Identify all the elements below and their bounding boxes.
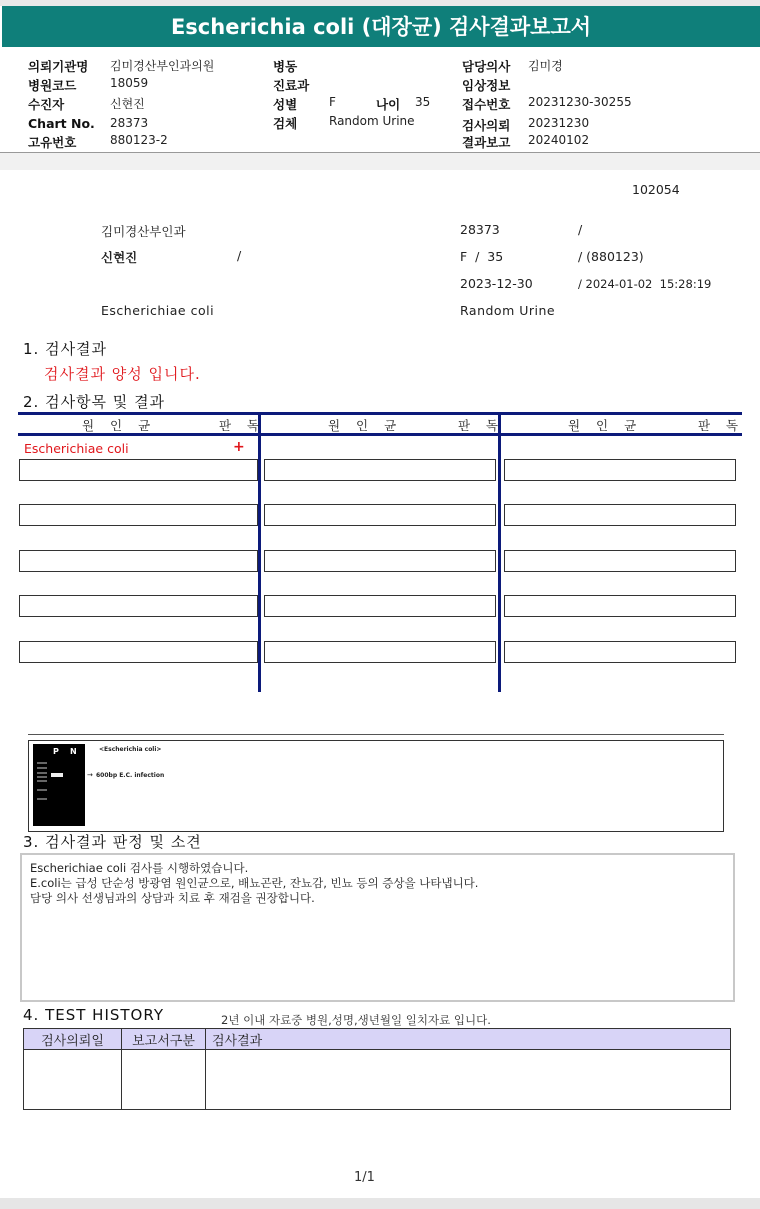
summary-slash: / [578,222,583,237]
col-pathogen-2: 원 인 균 [328,418,403,433]
empty-cell [264,459,496,481]
patient-value: 신현진 [110,97,145,111]
comment-line: Escherichiae coli 검사를 시행하였습니다. [30,861,249,875]
ladder-band [37,789,47,791]
test-history-table [23,1028,731,1110]
hospital-code-label: 병원코드 [28,78,77,93]
department-label: 진료과 [273,78,310,93]
receipt-no-label: 접수번호 [462,97,511,112]
specimen-label: 검체 [273,116,298,131]
summary-id: / (880123) [578,249,644,264]
request-date-label: 검사의뢰 [462,118,511,133]
empty-cell [264,641,496,663]
empty-cell [264,550,496,572]
attending-doctor-value: 김미경 [528,59,563,73]
empty-cell [504,504,736,526]
section2-heading: 2. 검사항목 및 결과 [23,393,166,411]
age-label: 나이 [376,97,401,112]
chart-no-value: 28373 [110,116,149,130]
history-note: 2년 이내 자료중 병원,성명,생년월일 일치자료 입니다. [221,1013,491,1027]
lane-n-label: N [70,747,77,756]
sex-value: F [329,95,336,109]
ladder-band [37,767,47,769]
comment-line: E.coli는 급성 단순성 방광염 원인균으로, 배뇨곤란, 잔뇨감, 빈뇨 등의 증상을 나타냅니다. [30,876,479,890]
empty-cell [19,595,258,617]
hospital-code-value: 18059 [110,76,149,90]
table-divider-1 [258,412,261,692]
page-number: 1/1 [354,1170,375,1185]
ladder-band [37,776,47,778]
empty-cell [504,550,736,572]
empty-cell [19,504,258,526]
report-number: 102054 [632,182,680,197]
request-date-value: 20231230 [528,116,590,130]
ladder-band [37,798,47,800]
summary-date: 2023-12-30 [460,276,533,291]
result-pathogen: Escherichiae coli [24,441,129,456]
gel-figure-frame [28,740,724,832]
result-positive-text: 검사결과 양성 입니다. [44,365,201,383]
summary-patient-slash: / [237,248,242,263]
empty-cell [19,550,258,572]
gel-electrophoresis-image [33,744,85,826]
ladder-band [37,772,47,774]
unique-id-label: 고유번호 [28,135,77,150]
positive-band [51,773,63,777]
gel-band-label: 600bp E.C. infection [96,772,165,779]
section4-heading: 4. TEST HISTORY [23,1006,164,1024]
empty-cell [19,459,258,481]
history-cell [206,1050,731,1110]
summary-patient: 신현진 [101,250,138,265]
gel-top-rule [28,734,724,735]
patient-label: 수진자 [28,97,65,112]
comment-line: 담당 의사 선생님과의 상담과 치료 후 재검을 권장합니다. [30,891,315,905]
age-value: 35 [415,95,431,109]
lane-p-label: P [53,747,59,756]
col-judge-3: 판 독 [698,418,745,433]
ladder-band [37,762,47,764]
comments-box [20,853,735,1002]
history-cell [122,1050,206,1110]
history-col-request-date: 검사의뢰일 [24,1029,122,1050]
unique-id-value: 880123-2 [110,133,168,147]
gel-caption: <Escherichia coli> [99,746,162,753]
empty-cell [19,641,258,663]
section1-heading: 1. 검사결과 [23,340,108,358]
empty-cell [264,595,496,617]
empty-cell [504,595,736,617]
summary-specimen: Random Urine [460,303,556,318]
report-date-value: 20240102 [528,133,590,147]
receipt-no-value: 20231230-30255 [528,95,632,109]
gray-band [0,153,760,170]
report-title: Escherichia coli (대장균) 검사결과보고서 [2,6,760,47]
table-divider-2 [498,412,501,692]
history-header-row [24,1029,731,1050]
history-col-result: 검사결과 [206,1029,731,1050]
section3-heading: 3. 검사결과 판정 및 소견 [23,833,202,851]
ladder-band [37,780,47,782]
summary-chart: 28373 [460,222,500,237]
ward-label: 병동 [273,59,298,74]
empty-cell [504,641,736,663]
requesting-institution-value: 김미경산부인과의원 [110,59,215,73]
bottom-strip [0,1198,760,1209]
history-col-report-type: 보고서구분 [122,1029,206,1050]
summary-report-datetime: / 2024-01-02 15:28:19 [578,277,712,291]
col-pathogen-3: 원 인 균 [568,418,643,433]
summary-test-name: Escherichiae coli [101,303,215,318]
attending-doctor-label: 담당의사 [462,59,511,74]
empty-cell [504,459,736,481]
result-judgement: + [233,439,245,455]
gel-arrow: → [87,771,93,779]
chart-no-label: Chart No. [28,116,95,131]
history-empty-row [24,1050,731,1110]
requesting-institution-label: 의뢰기관명 [28,59,89,74]
report-date-label: 결과보고 [462,135,511,150]
empty-cell [264,504,496,526]
summary-hospital: 김미경산부인과 [101,224,186,239]
summary-sex-age: F / 35 [460,249,504,264]
col-pathogen-1: 원 인 균 [82,418,157,433]
clinical-info-label: 임상정보 [462,78,511,93]
col-judge-1: 판 독 [219,418,266,433]
specimen-value: Random Urine [329,114,415,128]
history-cell [24,1050,122,1110]
table-top-rule [18,412,742,415]
sex-label: 성별 [273,97,298,112]
col-judge-2: 판 독 [458,418,505,433]
